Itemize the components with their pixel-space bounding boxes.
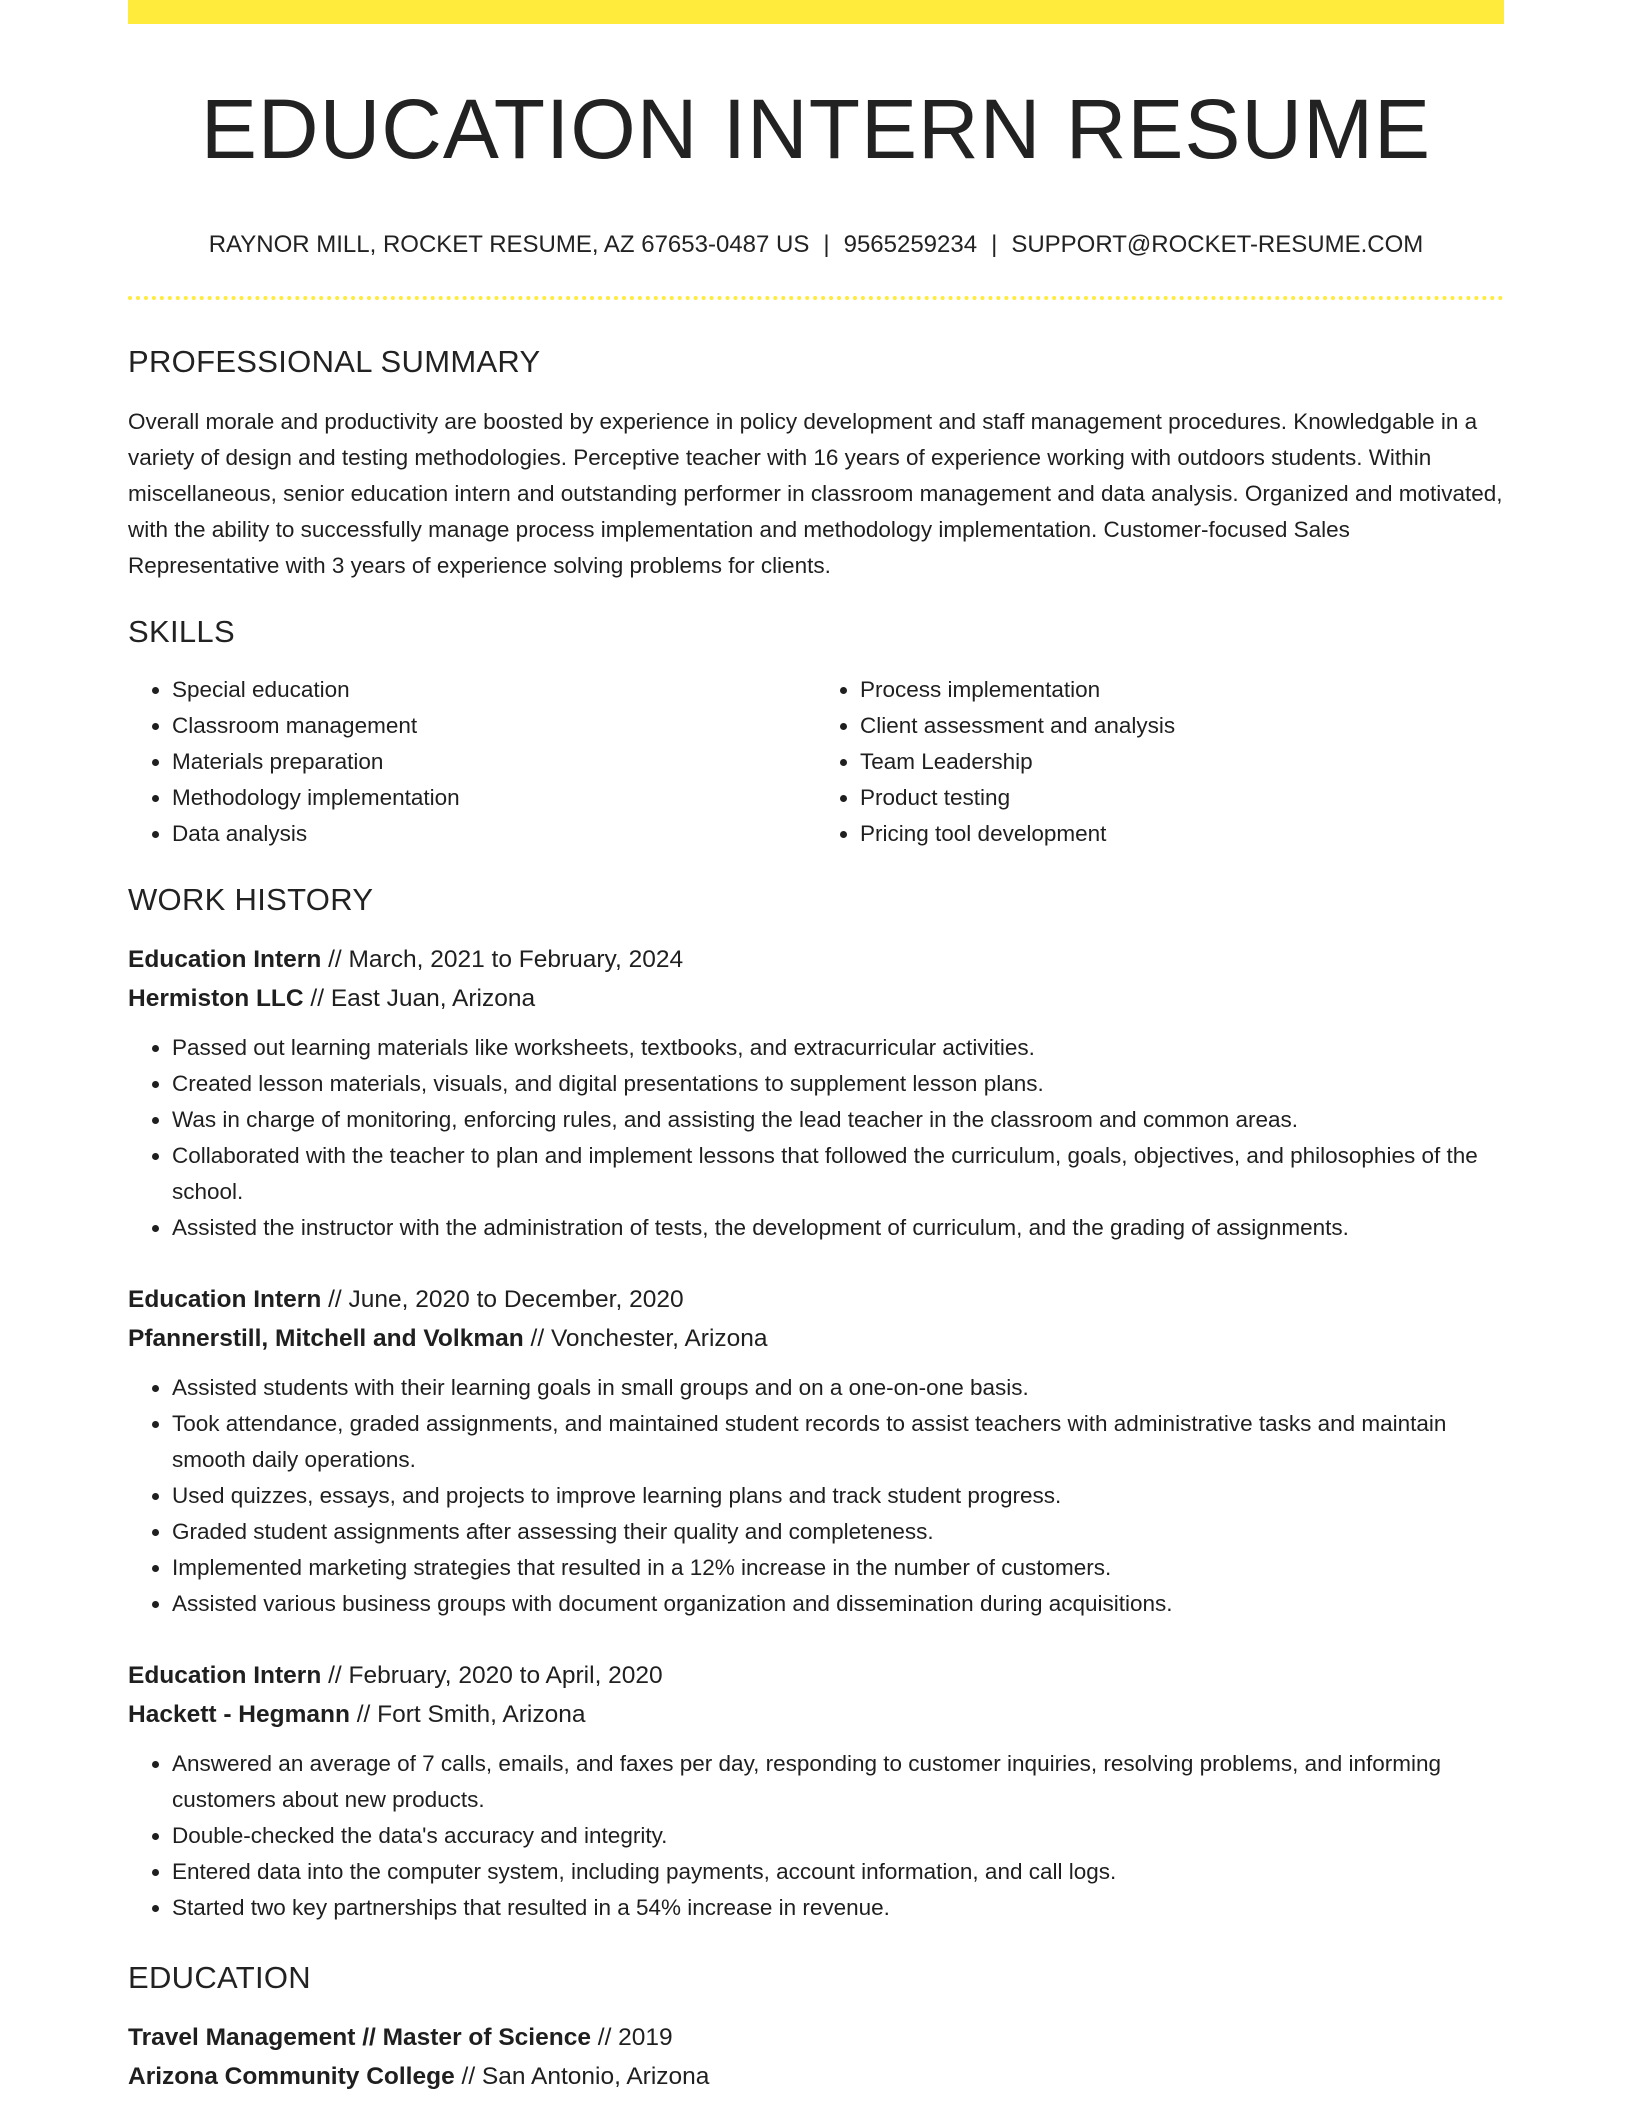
job-bullet: • Used quizzes, essays, and projects to improve learning plans and track student progress. (172, 1478, 1504, 1514)
job-company-line (128, 1319, 1504, 1358)
skill-item: • Team Leadership (860, 744, 1504, 780)
education-heading: EDUCATION (128, 1960, 311, 1995)
education-entry (128, 2018, 1504, 2096)
job-company-line (128, 979, 1504, 1018)
education-location: // San Antonio, Arizona (454, 2063, 710, 2090)
job-role-line (128, 1656, 1504, 1695)
skill-item: • Data analysis (172, 816, 816, 852)
job-bullet: • Created lesson materials, visuals, and digital presentations to supplement lesson plans. (172, 1066, 1504, 1102)
skills-right-list (816, 672, 1504, 852)
contact-email: SUPPORT@ROCKET-RESUME.COM (1011, 231, 1424, 258)
resume-title: EDUCATION INTERN RESUME (200, 82, 1432, 176)
job-role-line (128, 1280, 1504, 1319)
job-bullet: • Assisted various business groups with document organization and dissemination during acquisitions. (172, 1586, 1504, 1622)
education-degree-line (128, 2018, 1504, 2057)
contact-separator: | (823, 231, 830, 258)
summary-text: Overall morale and productivity are boosted by experience in policy development and staff management procedures. Knowledgable in a variety of design and testing methodologies. Perceptive teacher with 16 years of experience working with outdoors students. Within miscellaneous, senior education intern and outstanding performer in classroom management and data analysis. Organized and motivated, with the ability to successfully manage process implementation and methodology implementation. Customer-focused Sales Representative with 3 years of experience solving problems for clients. (128, 409, 1503, 578)
job-bullet: • Answered an average of 7 calls, emails, and faxes per day, responding to customer inquiries, resolving problems, and informing customers about new products. (172, 1746, 1504, 1818)
job-bullet: • Started two key partnerships that resulted in a 54% increase in revenue. (172, 1890, 1504, 1926)
job-role: Education Intern (128, 946, 322, 973)
education-degree: Travel Management // Master of Science (128, 2024, 591, 2051)
skill-item: • Process implementation (860, 672, 1504, 708)
job-bullet: • Took attendance, graded assignments, and maintained student records to assist teachers with administrative tasks and maintain smooth daily operations. (172, 1406, 1504, 1478)
job-location: // Vonchester, Arizona (523, 1325, 768, 1352)
job-entry (128, 1280, 1504, 1622)
work-history-heading: WORK HISTORY (128, 882, 374, 917)
job-bullet: • Collaborated with the teacher to plan and implement lessons that followed the curriculum, goals, objectives, and philosophies of the school. (172, 1138, 1504, 1210)
summary-heading: PROFESSIONAL SUMMARY (128, 344, 541, 379)
job-bullets (128, 1746, 1504, 1926)
job-dates: // February, 2020 to April, 2020 (321, 1662, 663, 1689)
job-company-line (128, 1695, 1504, 1734)
job-bullet: • Was in charge of monitoring, enforcing rules, and assisting the lead teacher in the classroom and common areas. (172, 1102, 1504, 1138)
job-bullet: • Graded student assignments after assessing their quality and completeness. (172, 1514, 1504, 1550)
skills-grid (128, 672, 1504, 852)
job-role: Education Intern (128, 1286, 322, 1313)
job-company: Pfannerstill, Mitchell and Volkman (128, 1325, 524, 1352)
job-location: // Fort Smith, Arizona (349, 1701, 586, 1728)
job-role-line (128, 940, 1504, 979)
job-bullets (128, 1370, 1504, 1622)
resume-page (128, 0, 1504, 2096)
job-company: Hermiston LLC (128, 985, 304, 1012)
job-bullet: • Passed out learning materials like worksheets, textbooks, and extracurricular activities. (172, 1030, 1504, 1066)
accent-top-bar (128, 0, 1504, 24)
job-dates: // March, 2021 to February, 2024 (321, 946, 684, 973)
skill-item: • Materials preparation (172, 744, 816, 780)
job-bullet: • Implemented marketing strategies that resulted in a 12% increase in the number of customers. (172, 1550, 1504, 1586)
education-school: Arizona Community College (128, 2063, 455, 2090)
job-entry (128, 940, 1504, 1246)
job-bullet: • Assisted students with their learning goals in small groups and on a one-on-one basis. (172, 1370, 1504, 1406)
contact-address: RAYNOR MILL, ROCKET RESUME, AZ 67653-0487 US (208, 231, 810, 258)
job-bullet: • Double-checked the data's accuracy and integrity. (172, 1818, 1504, 1854)
skills-left-list (128, 672, 816, 852)
dotted-divider (128, 296, 1504, 300)
skill-item: • Product testing (860, 780, 1504, 816)
job-bullet: • Entered data into the computer system, including payments, account information, and call logs. (172, 1854, 1504, 1890)
job-location: // East Juan, Arizona (303, 985, 536, 1012)
skill-item: • Special education (172, 672, 816, 708)
skill-item: • Classroom management (172, 708, 816, 744)
job-bullets (128, 1030, 1504, 1246)
job-entry (128, 1656, 1504, 1926)
job-company: Hackett - Hegmann (128, 1701, 350, 1728)
contact-phone: 9565259234 (843, 231, 978, 258)
job-dates: // June, 2020 to December, 2020 (321, 1286, 684, 1313)
skill-item: • Client assessment and analysis (860, 708, 1504, 744)
contact-separator: | (991, 231, 998, 258)
skill-item: • Pricing tool development (860, 816, 1504, 852)
job-bullet: • Assisted the instructor with the administration of tests, the development of curriculum, and the grading of assignments. (172, 1210, 1504, 1246)
job-role: Education Intern (128, 1662, 322, 1689)
skill-item: • Methodology implementation (172, 780, 816, 816)
contact-line (128, 228, 1504, 262)
skills-heading: SKILLS (128, 614, 235, 649)
education-school-line (128, 2057, 1504, 2096)
education-year: // 2019 (590, 2024, 673, 2051)
